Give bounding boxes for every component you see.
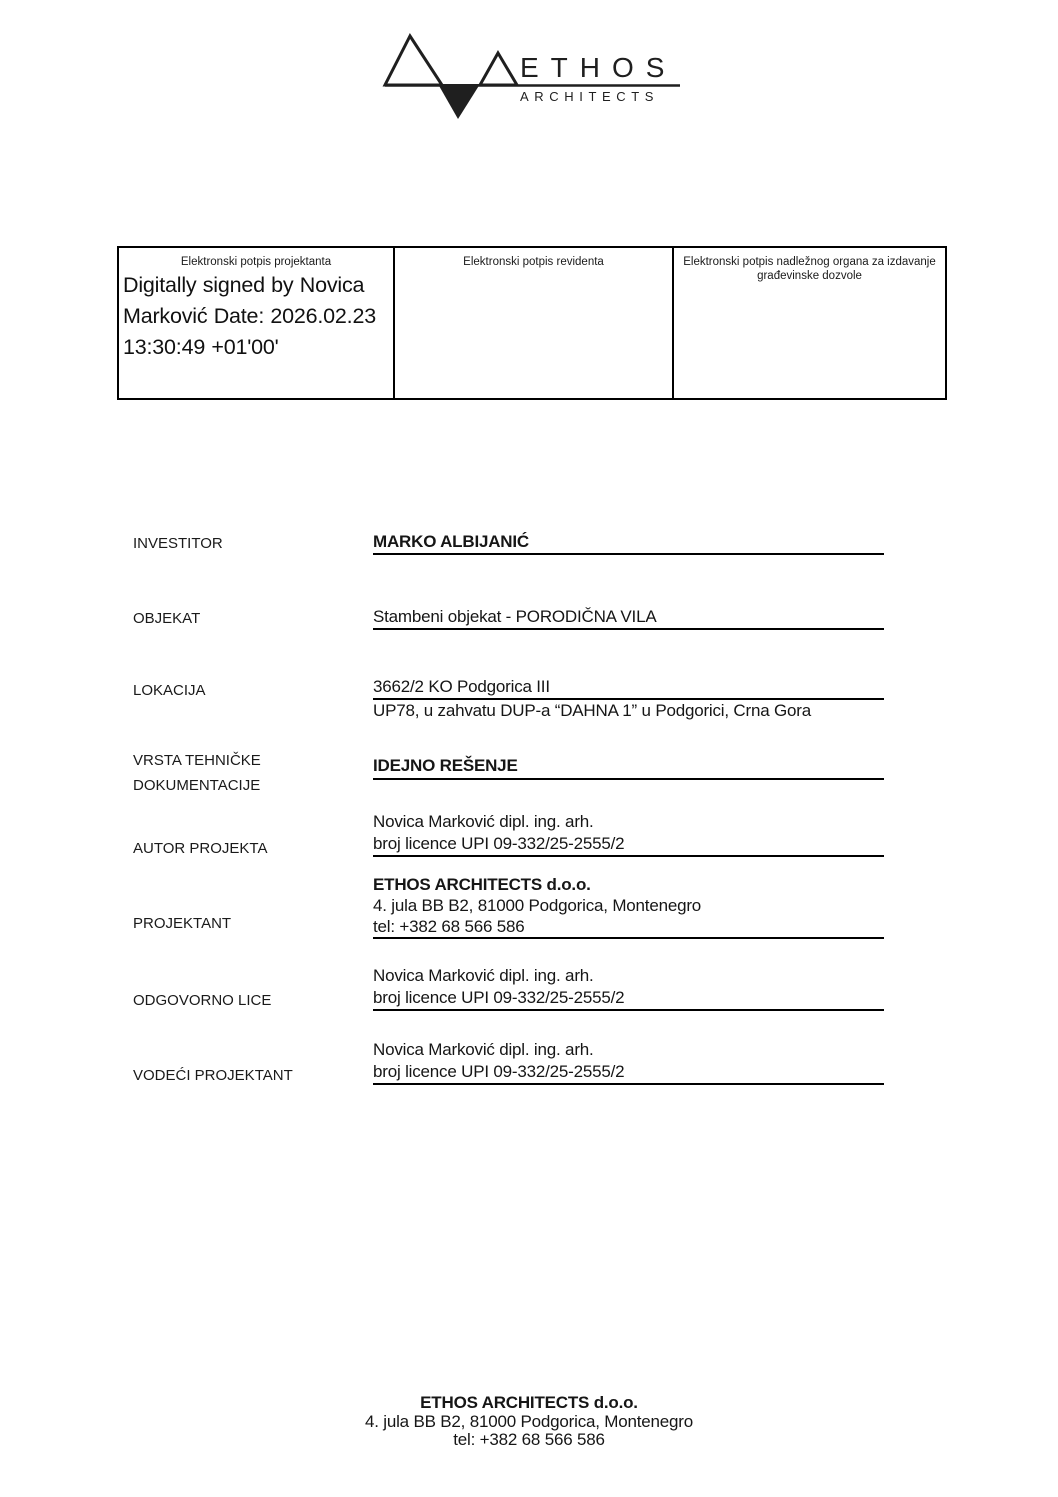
signature-table xyxy=(117,246,947,400)
value-vodeci-line1: Novica Marković dipl. ing. arh. xyxy=(373,1040,594,1059)
logo-triangle-large-icon xyxy=(385,36,442,85)
label-autor-projekta: AUTOR PROJEKTA xyxy=(133,840,268,857)
logo-triangle-filled-icon xyxy=(438,84,480,119)
footer-company-block xyxy=(0,1394,1058,1450)
value-vodeci-projektant xyxy=(373,1039,884,1085)
signature-header-projektant: Elektronski potpis projektanta xyxy=(180,256,332,268)
logo-brand-text: ETHOS xyxy=(520,52,677,83)
value-autor-projekta xyxy=(373,811,884,857)
label-vrsta-line1: VRSTA TEHNIČKE xyxy=(133,752,261,769)
value-lokacija xyxy=(373,676,884,722)
footer-company-name: ETHOS ARCHITECTS d.o.o. xyxy=(420,1393,638,1412)
value-projektant-line3: tel: +382 68 566 586 xyxy=(373,917,525,936)
value-objekat: Stambeni objekat - PORODIČNA VILA xyxy=(373,606,884,630)
value-lokacija-line1: 3662/2 KO Podgorica III xyxy=(373,676,884,700)
label-vrsta-dokumentacije xyxy=(133,748,363,798)
value-autor-line2: broj licence UPI 09-332/25-2555/2 xyxy=(373,834,625,853)
value-autor-line1: Novica Marković dipl. ing. arh. xyxy=(373,812,594,831)
value-odgovorno-lice xyxy=(373,965,884,1011)
label-objekat: OBJEKAT xyxy=(133,610,201,627)
digital-signature-line1: Digitally signed by Novica Marković xyxy=(123,273,365,328)
label-odgovorno-lice: ODGOVORNO LICE xyxy=(133,992,272,1009)
value-vodeci-line2: broj licence UPI 09-332/25-2555/2 xyxy=(373,1062,625,1081)
value-projektant xyxy=(373,874,884,939)
label-vodeci-projektant: VODEĆI PROJEKTANT xyxy=(133,1067,293,1084)
logo-subtitle-text: ARCHITECTS xyxy=(520,89,660,104)
ethos-architects-logo xyxy=(368,25,703,135)
logo-triangle-small-icon xyxy=(480,53,517,85)
signature-header-nadlezni-organ: Elektronski potpis nadležnog organa za izdavanje građevinske dozvole xyxy=(683,256,936,282)
signature-header-revident: Elektronski potpis revidenta xyxy=(463,256,604,268)
value-vrsta-dokumentacije: IDEJNO REŠENJE xyxy=(373,754,884,780)
logo-graphic xyxy=(368,25,703,135)
signature-cell-nadlezni-organ xyxy=(674,248,945,398)
value-projektant-line2: 4. jula BB B2, 81000 Podgorica, Montenegro xyxy=(373,896,702,915)
signature-cell-revident xyxy=(395,248,674,398)
label-projektant: PROJEKTANT xyxy=(133,915,232,932)
value-investitor: MARKO ALBIJANIĆ xyxy=(373,531,884,555)
label-investitor: INVESTITOR xyxy=(133,535,223,552)
footer-address: 4. jula BB B2, 81000 Podgorica, Montenegro xyxy=(364,1411,694,1431)
label-vrsta-line2: DOKUMENTACIJE xyxy=(133,777,261,794)
value-lokacija-line2: UP78, u zahvatu DUP-a “DAHNA 1” u Podgorici, Crna Gora xyxy=(373,701,811,720)
digital-signature-line2: Date: 2026.02.23 13:30:49 +01'00' xyxy=(123,304,376,359)
value-odgovorno-line2: broj licence UPI 09-332/25-2555/2 xyxy=(373,988,625,1007)
signature-cell-projektant xyxy=(119,248,395,398)
value-odgovorno-line1: Novica Marković dipl. ing. arh. xyxy=(373,966,594,985)
value-projektant-line1: ETHOS ARCHITECTS d.o.o. xyxy=(373,875,591,894)
footer-phone: tel: +382 68 566 586 xyxy=(453,1430,605,1449)
label-lokacija: LOKACIJA xyxy=(133,682,206,699)
digital-signature-text xyxy=(119,269,393,363)
